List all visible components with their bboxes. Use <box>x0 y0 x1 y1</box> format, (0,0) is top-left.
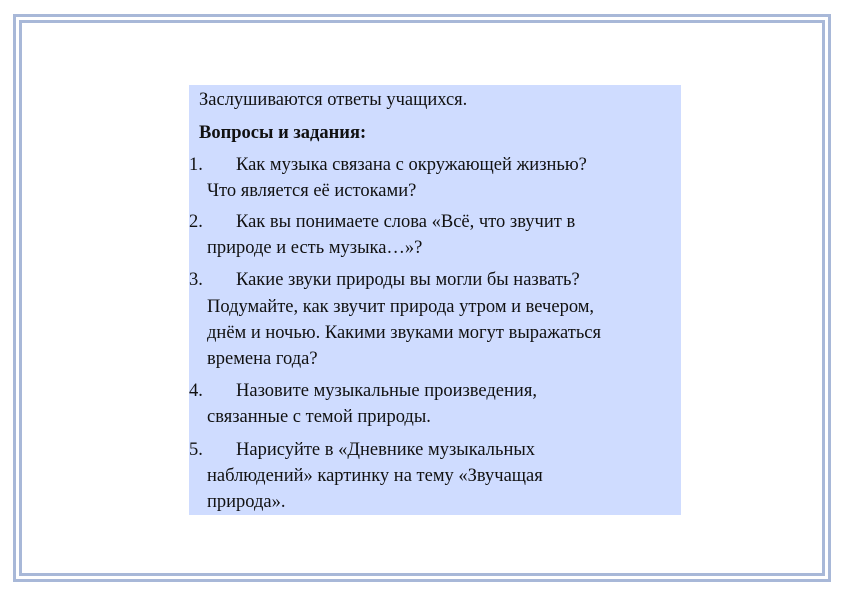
question-text-line: Нарисуйте в «Дневнике музыкальных <box>236 440 536 460</box>
intro-text: Заслушиваются ответы учащихся. <box>199 90 468 110</box>
question-number: 2. <box>189 212 203 232</box>
question-number: 4. <box>189 381 203 401</box>
question-number: 1. <box>189 155 203 175</box>
question-text-line: времена года? <box>207 349 318 369</box>
question-text-line: Назовите музыкальные произведения, <box>236 381 537 401</box>
question-text-line: природа». <box>207 492 286 512</box>
question-number: 5. <box>189 440 203 460</box>
question-text-line: природе и есть музыка…»? <box>207 238 423 258</box>
question-text-line: Подумайте, как звучит природа утром и вечером, <box>207 297 595 317</box>
question-text-line: днём и ночью. Какими звуками могут выражаться <box>207 323 601 343</box>
question-text-line: Как вы понимаете слова «Всё, что звучит в <box>236 212 576 232</box>
questions-heading: Вопросы и задания: <box>199 123 367 143</box>
question-number: 3. <box>189 270 203 290</box>
question-text-line: Что является её истоками? <box>207 181 417 201</box>
question-text-line: Как музыка связана с окружающей жизнью? <box>236 155 587 175</box>
question-text-line: связанные с темой природы. <box>207 407 431 427</box>
question-text-line: Какие звуки природы вы могли бы назвать? <box>236 270 580 290</box>
question-text-line: наблюдений» картинку на тему «Звучащая <box>207 466 543 486</box>
